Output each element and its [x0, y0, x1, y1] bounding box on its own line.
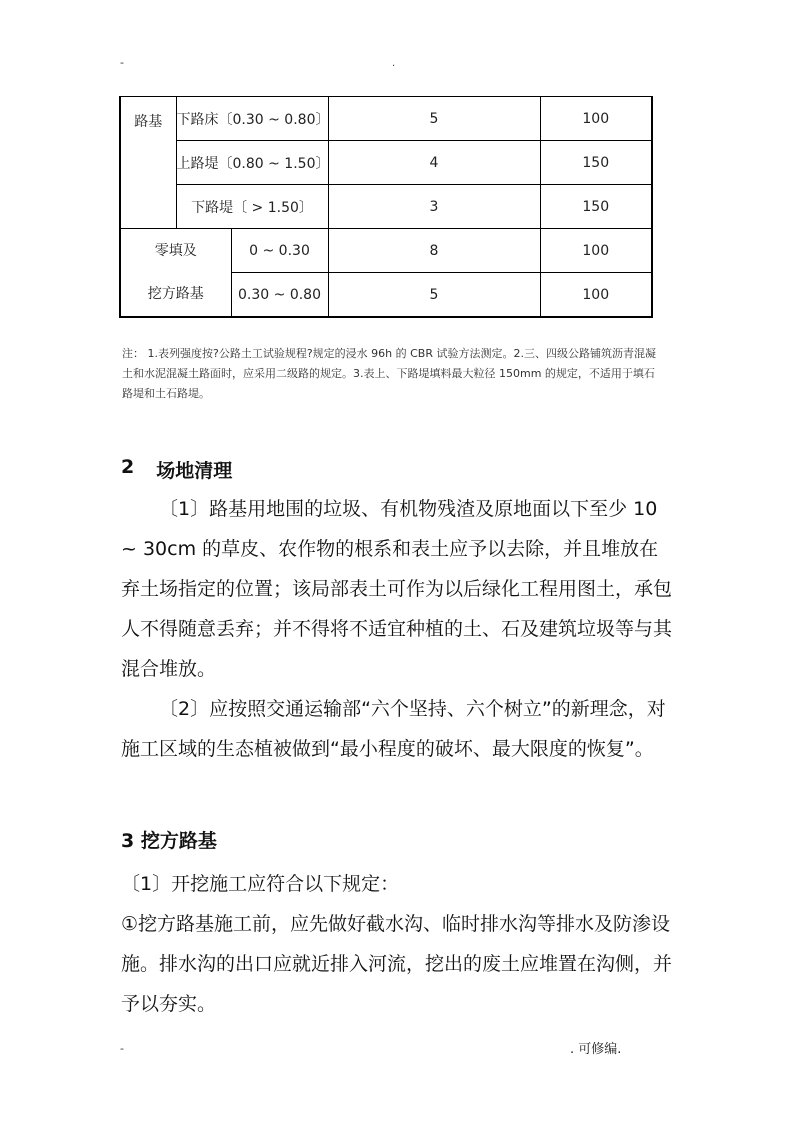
table-cell-depth: 上路堤〔0.80 ~ 1.50〕 — [176, 141, 328, 185]
table-cell-size: 100 — [540, 97, 652, 141]
section-2-heading — [121, 456, 232, 483]
table-row — [120, 141, 652, 185]
section-2-paragraph-1: 〔1〕路基用地围的垃圾、有机物残渣及原地面以下至少 10 ~ 30cm 的草皮、农作物的根系和表土应予以去除，并且堆放在弃土场指定的位置；该局部表土可作为以后绿化工程用图土，承包人不得随意丢弃；并不得将不适宜种植的土、石及建筑垃圾等与其混合堆放。 — [121, 498, 673, 680]
zero-fill-label-line2: 挖方路基 — [147, 285, 204, 302]
section-2-title: 场地清理 — [156, 460, 233, 482]
section-2-body — [121, 489, 677, 769]
table-cell-value: 5 — [328, 273, 540, 318]
section-3-body — [121, 864, 677, 1024]
section-3-paragraph-1: 〔1〕开挖施工应符合以下规定： — [121, 873, 400, 895]
table-note: 注： 1.表列强度按?公路土工试验规程?规定的浸水 96h 的 CBR 试验方法测定。2.三、四级公路铺筑沥青混凝土和水泥混凝土路面时，应采用二级路的规定。3.表上、下路堤填料最大粒径 150mm 的规定，不适用于填石路堤和土石路堤。 — [122, 347, 656, 400]
table-cell-value: 8 — [328, 229, 540, 273]
table-cell-size: 100 — [540, 273, 652, 318]
section-3-paragraph-2: ①挖方路基施工前，应先做好截水沟、临时排水沟等排水及防渗设施。排水沟的出口应就近排入河流，挖出的废土应堆置在沟侧，并予以夯实。 — [121, 913, 673, 1015]
table-cell-value: 5 — [328, 97, 540, 141]
table-row — [120, 97, 652, 141]
zero-fill-label-line1: 零填及 — [154, 242, 197, 259]
table-cell-depth: 下路床〔0.30 ~ 0.80〕 — [176, 97, 328, 141]
table-cell-size: 150 — [540, 185, 652, 229]
table-cell-depth: 下路堤〔 > 1.50〕 — [176, 185, 328, 229]
section-2-paragraph-2: 〔2〕应按照交通运输部“六个坚持、六个树立”的新理念，对施工区域的生态植被做到“最小程度的破坏、最大限度的恢复”。 — [121, 698, 666, 760]
table-cell-value: 3 — [328, 185, 540, 229]
table-cell-depth: 0.30 ~ 0.80 — [231, 273, 328, 318]
table-row — [120, 185, 652, 229]
table-cell-size: 100 — [540, 229, 652, 273]
header-left-mark: - — [120, 56, 124, 69]
table-row — [120, 229, 652, 273]
table-cell-size: 150 — [540, 141, 652, 185]
section-2-number: 2 — [121, 456, 135, 478]
roadbed-label: 路基 — [120, 97, 176, 229]
footer-editable-label: . 可修编. — [570, 1042, 622, 1057]
footer-left-mark: - — [120, 1042, 124, 1055]
table-cell-value: 4 — [328, 141, 540, 185]
header-center-mark: . — [392, 58, 396, 69]
zero-fill-label — [120, 229, 231, 318]
cbr-strength-table — [119, 96, 653, 318]
table-cell-depth: 0 ~ 0.30 — [231, 229, 328, 273]
section-3-heading: 3 挖方路基 — [121, 830, 217, 852]
